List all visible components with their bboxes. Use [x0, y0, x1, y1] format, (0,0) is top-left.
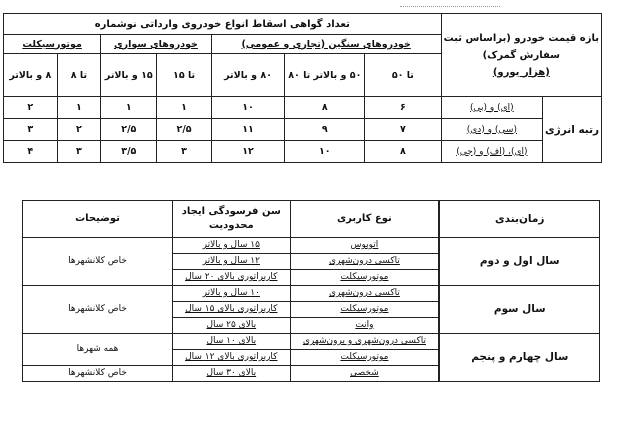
sub-pass-2: ۱۵ و بالاتر	[101, 54, 157, 97]
sub-heavy-2: ۵۰ و بالاتر تا ۸۰	[285, 54, 365, 97]
age-cell: بالای ۱۰ سال	[173, 334, 291, 350]
cell: ۲	[57, 119, 101, 141]
table-row	[4, 119, 602, 141]
header-age: سن فرسودگی ایجاد محدودیت	[173, 201, 291, 238]
age-cell: کاربراتوری بالای ۱۲ سال	[173, 350, 291, 366]
sub-pass-1: تا ۱۵	[157, 54, 211, 97]
cell: ۹	[285, 119, 365, 141]
usage-cell: وانت	[290, 318, 439, 334]
usage-cell: تاکسی درون‌شهری	[290, 286, 439, 302]
energy-class: (ای)، (اف) و (جی)	[441, 141, 543, 163]
age-cell: ۱۲ سال و بالاتر	[173, 254, 291, 270]
group-heavy: خودروهای سنگین (تجاری و عمومی)	[211, 35, 441, 54]
table-row	[4, 141, 602, 163]
cell: ۳	[4, 119, 58, 141]
cell: ۸	[365, 141, 441, 163]
sub-heavy-3: ۸۰ و بالاتر	[211, 54, 285, 97]
cell: ۳/۵	[101, 141, 157, 163]
table-row	[4, 97, 602, 119]
age-cell: ۱۵ سال و بالاتر	[173, 238, 291, 254]
age-cell: بالای ۳۰ سال	[173, 366, 291, 382]
cell: ۴	[4, 141, 58, 163]
range-header-line1: بازه قیمت خودرو (براساس ثبت	[443, 32, 599, 44]
age-cell: بالای ۲۵ سال	[173, 318, 291, 334]
age-cell: کاربراتوری بالای ۱۵ سال	[173, 302, 291, 318]
usage-cell: تاکسی درون‌شهری و برون‌شهری	[290, 334, 439, 350]
energy-class: (ای) و (بی)	[441, 97, 543, 119]
usage-cell: موتورسیکلت	[290, 302, 439, 318]
cell: ۱۰	[211, 97, 285, 119]
group-motorcycle: موتورسیکلت	[4, 35, 101, 54]
price-range-header	[441, 14, 601, 97]
notes-cell: خاص کلانشهرها	[23, 366, 173, 382]
cell: ۶	[365, 97, 441, 119]
cell: ۸	[285, 97, 365, 119]
notes-cell: خاص کلانشهرها	[23, 286, 173, 334]
cell: ۱۱	[211, 119, 285, 141]
table1-title: تعداد گواهی اسقاط انواع خودروی وارداتی نوشماره	[4, 14, 442, 35]
cell: ۱۰	[285, 141, 365, 163]
sub-heavy-1: تا ۵۰	[365, 54, 441, 97]
schedule-cell: سال سوم	[440, 286, 600, 334]
usage-cell: موتورسیکلت	[290, 350, 439, 366]
cell: ۱۲	[211, 141, 285, 163]
usage-cell: شخصی	[290, 366, 439, 382]
usage-cell: اتوبوس	[290, 238, 439, 254]
header-usage: نوع کاربری	[290, 201, 439, 238]
cell: ۷	[365, 119, 441, 141]
page-header-fragment	[400, 0, 500, 7]
schedule-cell: سال چهارم و پنجم	[440, 334, 600, 382]
cell: ۱	[101, 97, 157, 119]
scrap-certificate-table	[3, 13, 602, 163]
schedule-cell: سال اول و دوم	[440, 238, 600, 286]
header-schedule: زمان‌بندی	[440, 201, 600, 238]
table-row	[23, 286, 600, 302]
group-passenger: خودروهای سواری	[101, 35, 211, 54]
sub-moto-1: تا ۸	[57, 54, 101, 97]
header-notes: توضیحات	[23, 201, 173, 238]
usage-cell: موتورسیکلت	[290, 270, 439, 286]
cell: ۲	[4, 97, 58, 119]
age-limit-schedule-table	[22, 200, 600, 382]
cell: ۲/۵	[101, 119, 157, 141]
range-header-line3: (هزار یورو)	[492, 66, 550, 78]
age-cell: کاربراتوری بالای ۲۰ سال	[173, 270, 291, 286]
cell: ۳	[57, 141, 101, 163]
age-cell: ۱۰ سال و بالاتر	[173, 286, 291, 302]
notes-cell: خاص کلانشهرها	[23, 238, 173, 286]
notes-cell: همه شهرها	[23, 334, 173, 366]
cell: ۲/۵	[157, 119, 211, 141]
energy-class: (سی) و (دی)	[441, 119, 543, 141]
range-header-line2: سفارش گمرک)	[482, 49, 560, 61]
column-gap	[439, 201, 440, 238]
energy-rank-label: رتبه انرژی	[543, 97, 602, 163]
table-row	[23, 334, 600, 350]
cell: ۱	[157, 97, 211, 119]
table-row	[23, 238, 600, 254]
usage-cell: تاکسی درون‌شهری	[290, 254, 439, 270]
cell: ۱	[57, 97, 101, 119]
cell: ۳	[157, 141, 211, 163]
sub-moto-2: ۸ و بالاتر	[4, 54, 58, 97]
